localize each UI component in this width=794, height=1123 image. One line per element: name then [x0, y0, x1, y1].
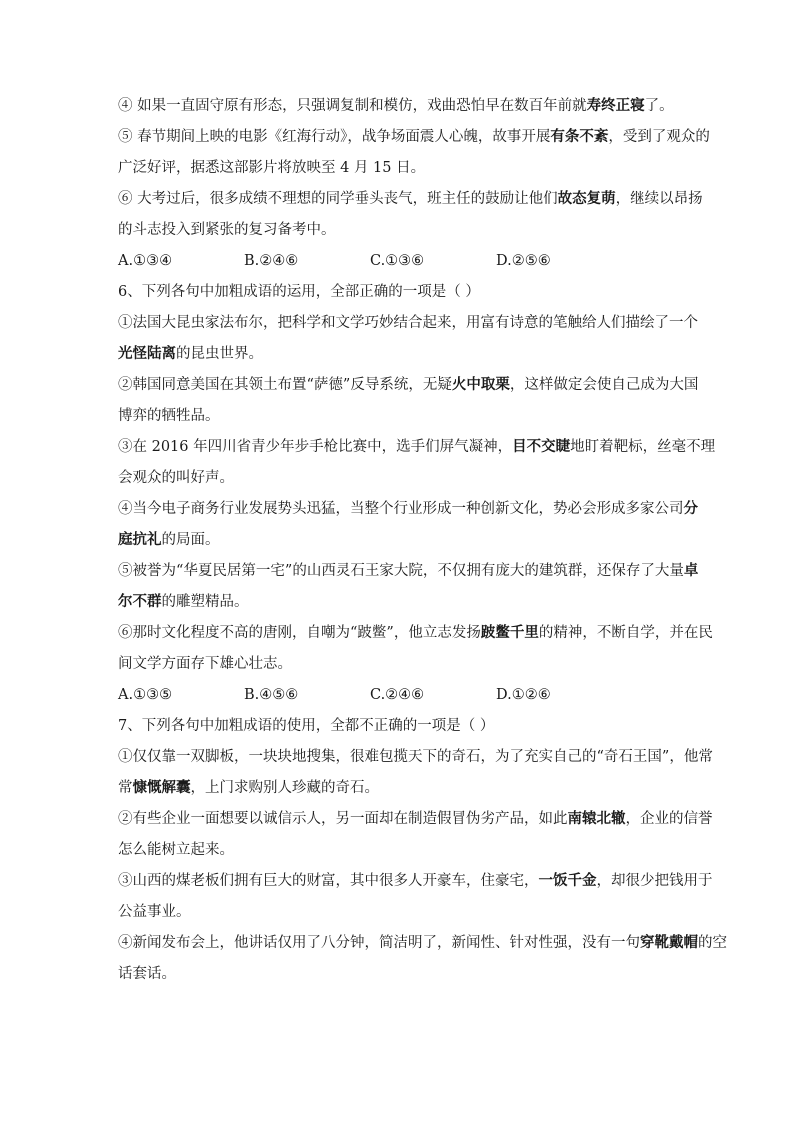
text-segment: ⑤被誉为“华夏民居第一宅”的山西灵石王家大院，不仅拥有庞大的建筑群，还保存了大量 [118, 563, 684, 579]
text-line [118, 189, 703, 209]
answer-option: C.②④⑥ [370, 687, 425, 703]
text-line [118, 623, 713, 643]
text-segment: 广泛好评，据悉这部影片将放映至 4 月 15 日。 [118, 160, 426, 176]
text-segment: 的空 [698, 935, 727, 951]
document-body [118, 96, 727, 995]
text-segment: 的雕塑精品。 [161, 594, 249, 610]
bold-idiom: 庭抗礼 [118, 531, 162, 548]
bold-idiom: 故态复萌 [557, 190, 616, 207]
text-segment: ②有些企业一面想要以诚信示人，另一面却在制造假冒伪劣产品，如此 [118, 811, 568, 827]
text-segment: 话套话。 [118, 966, 176, 982]
text-segment: 的精神，不断自学，并在民 [538, 625, 713, 641]
text-segment: ④ 如果一直固守原有形态，只强调复制和模仿，戏曲恐怕早在数百年前就 [118, 98, 587, 114]
answer-option: A.①③④ [118, 253, 173, 269]
bold-idiom: 尔不群 [118, 593, 162, 610]
text-segment: 7、下列各句中加粗成语的使用，全都不正确的一项是（ ） [118, 718, 495, 734]
text-segment: 地盯着靶标，丝毫不理 [570, 439, 716, 455]
text-line [118, 654, 678, 674]
bold-idiom: 卓 [683, 562, 699, 579]
text-segment: ，这样做定会使自己成为大国 [509, 377, 699, 393]
bold-idiom: 南辕北辙 [567, 810, 626, 827]
text-segment: 6、下列各句中加粗成语的运用，全部正确的一项是（ ） [118, 284, 480, 300]
text-line [118, 902, 678, 922]
text-line [118, 437, 716, 457]
text-line [118, 96, 678, 116]
text-segment: ，上门求购别人珍藏的奇石。 [190, 780, 379, 796]
text-segment: 会观众的叫好声。 [118, 470, 234, 486]
text-segment: 的局面。 [161, 532, 220, 548]
text-segment: ②韩国同意美国在其领土布置“萨德”反导系统，无疑 [118, 377, 452, 393]
text-segment: 常 [118, 780, 133, 796]
answer-option: B.②④⑥ [244, 253, 299, 269]
text-line [118, 158, 678, 178]
text-line [118, 220, 678, 240]
text-line [118, 406, 678, 426]
text-segment: 怎么能树立起来。 [118, 842, 234, 858]
text-line [118, 747, 713, 767]
text-line [118, 933, 727, 953]
answer-options [118, 251, 678, 271]
text-line [118, 592, 678, 612]
answer-options [118, 685, 678, 705]
text-segment: ，受到了观众的 [608, 129, 710, 145]
bold-idiom: 火中取栗 [451, 376, 510, 393]
bold-idiom: 目不交睫 [512, 438, 571, 455]
bold-idiom: 跛鳖千里 [480, 624, 539, 641]
text-segment: 了。 [644, 98, 674, 114]
text-line [118, 778, 678, 798]
answer-option: B.④⑤⑥ [244, 687, 299, 703]
answer-option: D.②⑤⑥ [496, 253, 551, 269]
answer-option: A.①③⑤ [118, 687, 173, 703]
answer-option: D.①②⑥ [496, 687, 551, 703]
text-segment: ①仅仅靠一双脚板，一块块地搜集，很难包揽天下的奇石，为了充实自己的“奇石王国”，他常 [118, 749, 713, 765]
text-segment: ⑤ 春节期间上映的电影《红海行动》，战争场面震人心魄，故事开展 [118, 129, 551, 145]
text-line [118, 282, 678, 302]
text-line [118, 344, 678, 364]
text-line [118, 809, 713, 829]
text-line [118, 127, 710, 147]
text-line [118, 375, 699, 395]
text-segment: ，企业的信誉 [625, 811, 713, 827]
text-line [118, 871, 713, 891]
text-segment: ③山西的煤老板们拥有巨大的财富，其中很多人开豪车，住豪宅， [118, 873, 539, 889]
bold-idiom: 寿终正寝 [586, 97, 645, 114]
text-segment: ①法国大昆虫家法布尔，把科学和文学巧妙结合起来，用富有诗意的笔触给人们描绘了一个 [118, 315, 698, 331]
text-segment: 的斗志投入到紧张的复习备考中。 [118, 222, 336, 238]
text-line [118, 840, 678, 860]
text-segment: 间文学方面存下雄心壮志。 [118, 656, 292, 672]
bold-idiom: 分 [683, 500, 698, 517]
text-line [118, 530, 678, 550]
text-segment: ，继续以昂扬 [615, 191, 703, 207]
bold-idiom: 有条不紊 [550, 128, 609, 145]
text-segment: 的昆虫世界。 [176, 346, 263, 362]
text-segment: ，却很少把钱用于 [596, 873, 713, 889]
text-segment: ④当今电子商务行业发展势头迅猛，当整个行业形成一种创新文化，势必会形成多家公司 [118, 501, 684, 517]
text-segment: ④新闻发布会上，他讲话仅用了八分钟，简洁明了，新闻性、针对性强，没有一句 [118, 935, 640, 951]
text-segment: 博弈的牺牲品。 [118, 408, 220, 424]
answer-option: C.①③⑥ [370, 253, 425, 269]
text-line [118, 716, 678, 736]
bold-idiom: 光怪陆离 [118, 345, 176, 362]
text-line [118, 313, 698, 333]
bold-idiom: 慷慨解囊 [132, 779, 191, 796]
text-segment: 公益事业。 [118, 904, 191, 920]
text-segment: ⑥那时文化程度不高的唐刚，自嘲为“跛鳖”，他立志发扬 [118, 625, 481, 641]
text-line [118, 499, 698, 519]
text-segment: ③在 2016 年四川省青少年步手枪比赛中，选手们屏气凝神， [118, 439, 513, 455]
bold-idiom: 一饭千金 [538, 872, 597, 889]
text-line [118, 964, 678, 984]
text-segment: ⑥ 大考过后，很多成绩不理想的同学垂头丧气，班主任的鼓励让他们 [118, 191, 558, 207]
bold-idiom: 穿靴戴帽 [640, 934, 698, 951]
text-line [118, 561, 699, 581]
text-line [118, 468, 678, 488]
